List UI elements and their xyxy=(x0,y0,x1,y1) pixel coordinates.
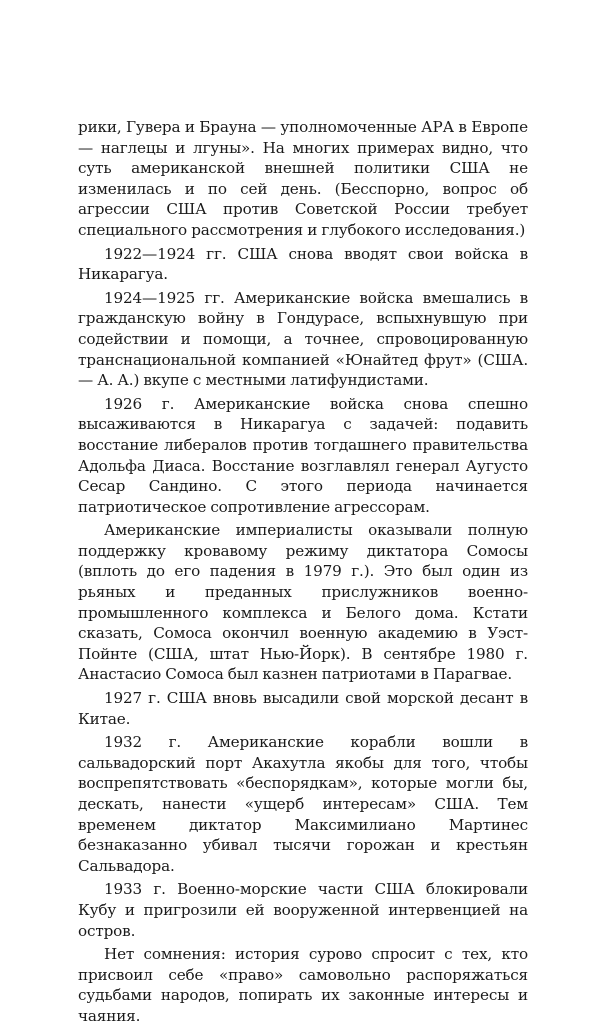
paragraph-1926: 1926 г. Американские войска снова спешно высаживаются в Никарагуа с задачей: подавить восстание либералов против тогдашнего правительства Адольфа Диаса. Восстание возглавлял генерал Аугусто Сесар Сандино. С этого периода начинается патриотическое сопротивление агрессорам. xyxy=(78,394,528,516)
paragraph-1924-1925: 1924—1925 гг. Американские войска вмешались в гражданскую войну в Гондурасе, вспыхнувшую при содействии и помощи, а точнее, спровоцированную транснациональной компанией «Юнайтед фрут» (США.— А. А.) вкупе с местными латифундистами. xyxy=(78,288,528,390)
paragraph-1933: 1933 г. Военно-морские части США блокировали Кубу и пригрозили ей вооруженной интервенцией на остров. xyxy=(78,880,528,940)
paragraph-1927: 1927 г. США вновь высадили свой морской десант в Китае. xyxy=(78,689,528,728)
paragraph-conclusion: Нет сомнения: история сурово спросит с тех, кто присвоил себе «право» самовольно распоряжаться судьбами народов, попирать их законные интересы и чаяния. xyxy=(78,945,528,1025)
book-page-text xyxy=(78,117,528,1030)
paragraph-1932: 1932 г. Американские корабли вошли в сальвадорский порт Акахутла якобы для того, чтобы воспрепятствовать «беспорядкам», которые могли бы, дескать, нанести «ущерб интересам» США. Тем временем диктатор Максимилиано Мартинес безнаказанно убивал тысячи горожан и крестьян Сальвадора. xyxy=(78,733,528,875)
paragraph-1922-1924: 1922—1924 гг. США снова вводят свои войска в Никарагуа. xyxy=(78,244,528,284)
paragraph-somoza: Американские империалисты оказывали полную поддержку кровавому режиму диктатора Сомосы (вплоть до его падения в 1979 г.). Это был один из рьяных и преданных прислужников военно-промышленного комплекса и Белого дома. Кстати сказать, Сомоса окончил военную академию в Уэст-Пойнте (США, штат Нью-Йорк). В сентябре 1980 г. Анастасио Сомоса был казнен патриотами в Парагвае. xyxy=(78,521,528,684)
paragraph-continuation: рики, Гувера и Брауна — уполномоченные АРА в Европе — наглецы и лгуны». На многих примерах видно, что суть американской внешней политики США не изменилась и по сей день. (Бесспорно, вопрос об агрессии США против Советской России требует специального рассмотрения и глубокого исследования.) xyxy=(78,118,528,239)
